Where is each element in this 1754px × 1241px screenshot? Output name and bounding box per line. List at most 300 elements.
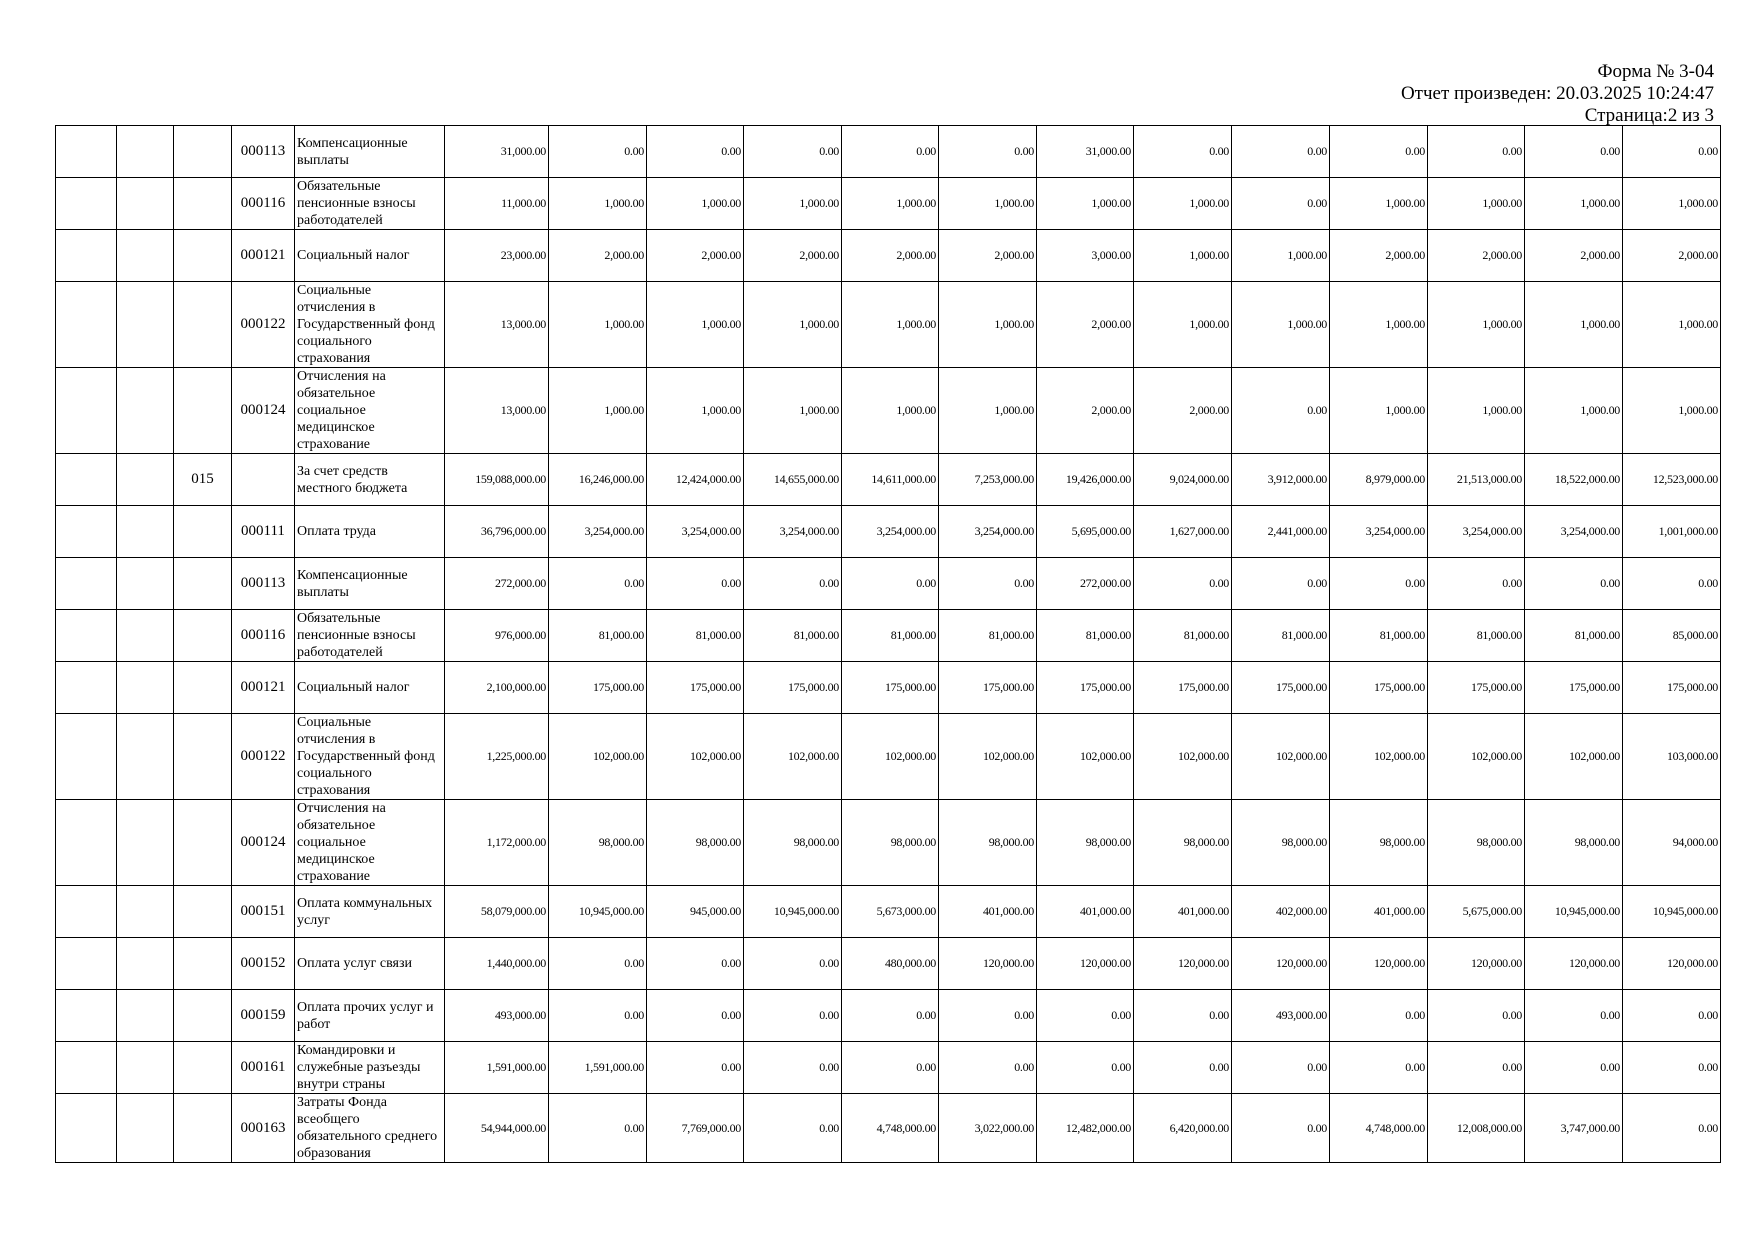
month-amount-cell: 81,000.00 [939,610,1037,662]
page-indicator: Страница:2 из 3 [1584,105,1714,126]
subprogram-cell [174,938,232,990]
item-name-cell: Компенсационные выплаты [295,126,445,178]
empty-cell [117,454,174,506]
month-amount-cell: 98,000.00 [549,800,647,886]
month-amount-cell: 1,000.00 [1134,282,1232,368]
month-amount-cell: 0.00 [1623,1042,1721,1094]
month-amount-cell: 3,912,000.00 [1232,454,1330,506]
empty-cell [56,282,117,368]
month-amount-cell: 9,024,000.00 [1134,454,1232,506]
month-amount-cell: 0.00 [1428,990,1525,1042]
month-amount-cell: 3,254,000.00 [549,506,647,558]
month-amount-cell: 0.00 [744,1042,842,1094]
month-amount-cell: 175,000.00 [1037,662,1134,714]
month-amount-cell: 102,000.00 [1037,714,1134,800]
month-amount-cell: 0.00 [1330,558,1428,610]
item-name-cell: Оплата прочих услуг и работ [295,990,445,1042]
month-amount-cell: 2,000.00 [1525,230,1623,282]
month-amount-cell: 12,008,000.00 [1428,1094,1525,1163]
subprogram-cell [174,800,232,886]
month-amount-cell: 98,000.00 [1232,800,1330,886]
month-amount-cell: 1,000.00 [1232,230,1330,282]
month-amount-cell: 16,246,000.00 [549,454,647,506]
table-row [56,1042,1721,1094]
empty-cell [117,1094,174,1163]
month-amount-cell: 0.00 [549,126,647,178]
month-amount-cell: 10,945,000.00 [744,886,842,938]
table-row [56,610,1721,662]
subprogram-cell [174,662,232,714]
empty-cell [56,610,117,662]
form-number: Форма № 3-04 [1597,61,1714,82]
month-amount-cell: 0.00 [1232,126,1330,178]
subprogram-cell [174,886,232,938]
month-amount-cell: 120,000.00 [1134,938,1232,990]
month-amount-cell: 175,000.00 [744,662,842,714]
month-amount-cell: 81,000.00 [1330,610,1428,662]
month-amount-cell: 3,254,000.00 [842,506,939,558]
month-amount-cell: 1,000.00 [1428,368,1525,454]
empty-cell [117,610,174,662]
month-amount-cell: 1,627,000.00 [1134,506,1232,558]
empty-cell [56,886,117,938]
month-amount-cell: 0.00 [1134,126,1232,178]
empty-cell [117,126,174,178]
item-name-cell: За счет средств местного бюджета [295,454,445,506]
month-amount-cell: 0.00 [1134,990,1232,1042]
month-amount-cell: 98,000.00 [939,800,1037,886]
table-row [56,454,1721,506]
month-amount-cell: 0.00 [744,938,842,990]
subprogram-cell [174,178,232,230]
month-amount-cell: 1,000.00 [1232,282,1330,368]
table-row [56,886,1721,938]
item-name-cell: Оплата коммунальных услуг [295,886,445,938]
month-amount-cell: 1,000.00 [549,368,647,454]
month-amount-cell: 6,420,000.00 [1134,1094,1232,1163]
month-amount-cell: 0.00 [1525,1042,1623,1094]
item-name-cell: Обязательные пенсионные взносы работодателей [295,178,445,230]
month-amount-cell: 2,000.00 [647,230,744,282]
empty-cell [117,938,174,990]
month-amount-cell: 5,695,000.00 [1037,506,1134,558]
specifics-code-cell: 000121 [232,662,295,714]
subprogram-cell [174,990,232,1042]
specifics-code-cell [232,454,295,506]
month-amount-cell: 1,000.00 [1134,230,1232,282]
total-amount-cell: 58,079,000.00 [445,886,549,938]
month-amount-cell: 31,000.00 [1037,126,1134,178]
month-amount-cell: 10,945,000.00 [549,886,647,938]
specifics-code-cell: 000124 [232,800,295,886]
table-row [56,662,1721,714]
total-amount-cell: 272,000.00 [445,558,549,610]
empty-cell [117,990,174,1042]
month-amount-cell: 12,523,000.00 [1623,454,1721,506]
report-table [55,125,1721,1163]
table-row [56,938,1721,990]
month-amount-cell: 2,000.00 [549,230,647,282]
empty-cell [56,800,117,886]
month-amount-cell: 85,000.00 [1623,610,1721,662]
table-row [56,800,1721,886]
month-amount-cell: 0.00 [1330,126,1428,178]
month-amount-cell: 0.00 [1428,1042,1525,1094]
specifics-code-cell: 000122 [232,282,295,368]
empty-cell [56,230,117,282]
month-amount-cell: 1,000.00 [1428,178,1525,230]
month-amount-cell: 1,000.00 [842,178,939,230]
month-amount-cell: 0.00 [549,990,647,1042]
subprogram-cell [174,1042,232,1094]
month-amount-cell: 1,000.00 [842,282,939,368]
month-amount-cell: 0.00 [939,990,1037,1042]
month-amount-cell: 81,000.00 [1134,610,1232,662]
month-amount-cell: 401,000.00 [1134,886,1232,938]
month-amount-cell: 0.00 [1232,368,1330,454]
month-amount-cell: 81,000.00 [1525,610,1623,662]
item-name-cell: Отчисления на обязательное социальное медицинское страхование [295,368,445,454]
table-row [56,230,1721,282]
month-amount-cell: 3,254,000.00 [1525,506,1623,558]
month-amount-cell: 0.00 [939,126,1037,178]
month-amount-cell: 120,000.00 [1428,938,1525,990]
month-amount-cell: 102,000.00 [1330,714,1428,800]
month-amount-cell: 1,000.00 [1623,282,1721,368]
item-name-cell: Оплата услуг связи [295,938,445,990]
month-amount-cell: 18,522,000.00 [1525,454,1623,506]
item-name-cell: Социальный налог [295,230,445,282]
month-amount-cell: 3,022,000.00 [939,1094,1037,1163]
subprogram-cell [174,506,232,558]
month-amount-cell: 1,000.00 [939,178,1037,230]
month-amount-cell: 81,000.00 [1037,610,1134,662]
report-date: Отчет произведен: 20.03.2025 10:24:47 [1400,83,1714,104]
month-amount-cell: 5,673,000.00 [842,886,939,938]
total-amount-cell: 493,000.00 [445,990,549,1042]
month-amount-cell: 0.00 [1525,126,1623,178]
empty-cell [56,454,117,506]
month-amount-cell: 98,000.00 [1134,800,1232,886]
month-amount-cell: 2,000.00 [842,230,939,282]
month-amount-cell: 0.00 [1525,990,1623,1042]
month-amount-cell: 94,000.00 [1623,800,1721,886]
month-amount-cell: 493,000.00 [1232,990,1330,1042]
month-amount-cell: 120,000.00 [1525,938,1623,990]
month-amount-cell: 120,000.00 [939,938,1037,990]
month-amount-cell: 0.00 [744,126,842,178]
month-amount-cell: 1,591,000.00 [549,1042,647,1094]
month-amount-cell: 0.00 [1623,126,1721,178]
month-amount-cell: 1,000.00 [1330,282,1428,368]
month-amount-cell: 1,000.00 [1330,368,1428,454]
specifics-code-cell: 000111 [232,506,295,558]
month-amount-cell: 1,000.00 [1037,178,1134,230]
month-amount-cell: 10,945,000.00 [1525,886,1623,938]
month-amount-cell: 10,945,000.00 [1623,886,1721,938]
empty-cell [56,714,117,800]
month-amount-cell: 14,611,000.00 [842,454,939,506]
subprogram-cell [174,230,232,282]
month-amount-cell: 0.00 [1232,1094,1330,1163]
table-row [56,178,1721,230]
specifics-code-cell: 000121 [232,230,295,282]
empty-cell [56,1094,117,1163]
total-amount-cell: 13,000.00 [445,368,549,454]
month-amount-cell: 2,441,000.00 [1232,506,1330,558]
table-row [56,714,1721,800]
month-amount-cell: 0.00 [842,990,939,1042]
item-name-cell: Оплата труда [295,506,445,558]
month-amount-cell: 2,000.00 [1037,368,1134,454]
month-amount-cell: 272,000.00 [1037,558,1134,610]
month-amount-cell: 7,253,000.00 [939,454,1037,506]
month-amount-cell: 1,000.00 [647,368,744,454]
month-amount-cell: 1,000.00 [744,368,842,454]
month-amount-cell: 0.00 [1232,558,1330,610]
month-amount-cell: 175,000.00 [939,662,1037,714]
specifics-code-cell: 000113 [232,558,295,610]
month-amount-cell: 19,426,000.00 [1037,454,1134,506]
month-amount-cell: 2,000.00 [1037,282,1134,368]
month-amount-cell: 21,513,000.00 [1428,454,1525,506]
month-amount-cell: 0.00 [744,1094,842,1163]
month-amount-cell: 0.00 [1037,990,1134,1042]
total-amount-cell: 159,088,000.00 [445,454,549,506]
month-amount-cell: 3,747,000.00 [1525,1094,1623,1163]
month-amount-cell: 102,000.00 [647,714,744,800]
month-amount-cell: 81,000.00 [549,610,647,662]
subprogram-cell: 015 [174,454,232,506]
month-amount-cell: 1,000.00 [939,368,1037,454]
empty-cell [117,800,174,886]
total-amount-cell: 1,172,000.00 [445,800,549,886]
item-name-cell: Отчисления на обязательное социальное медицинское страхование [295,800,445,886]
month-amount-cell: 0.00 [1330,990,1428,1042]
table-row [56,282,1721,368]
month-amount-cell: 7,769,000.00 [647,1094,744,1163]
item-name-cell: Обязательные пенсионные взносы работодателей [295,610,445,662]
empty-cell [117,558,174,610]
month-amount-cell: 2,000.00 [1134,368,1232,454]
empty-cell [117,230,174,282]
month-amount-cell: 2,000.00 [939,230,1037,282]
month-amount-cell: 102,000.00 [842,714,939,800]
month-amount-cell: 175,000.00 [1232,662,1330,714]
month-amount-cell: 1,000.00 [1525,368,1623,454]
empty-cell [56,368,117,454]
month-amount-cell: 98,000.00 [1525,800,1623,886]
table-row [56,506,1721,558]
month-amount-cell: 98,000.00 [1428,800,1525,886]
month-amount-cell: 0.00 [744,558,842,610]
total-amount-cell: 54,944,000.00 [445,1094,549,1163]
empty-cell [117,886,174,938]
item-name-cell: Социальные отчисления в Государственный фонд социального страхования [295,282,445,368]
empty-cell [56,506,117,558]
total-amount-cell: 31,000.00 [445,126,549,178]
total-amount-cell: 1,225,000.00 [445,714,549,800]
month-amount-cell: 120,000.00 [1623,938,1721,990]
month-amount-cell: 175,000.00 [549,662,647,714]
month-amount-cell: 1,000.00 [1623,178,1721,230]
month-amount-cell: 1,000.00 [1330,178,1428,230]
month-amount-cell: 1,000.00 [549,178,647,230]
month-amount-cell: 98,000.00 [744,800,842,886]
month-amount-cell: 1,000.00 [1623,368,1721,454]
month-amount-cell: 1,000.00 [1134,178,1232,230]
month-amount-cell: 0.00 [939,1042,1037,1094]
month-amount-cell: 81,000.00 [842,610,939,662]
month-amount-cell: 98,000.00 [1330,800,1428,886]
table-row [56,126,1721,178]
subprogram-cell [174,558,232,610]
month-amount-cell: 102,000.00 [1525,714,1623,800]
month-amount-cell: 98,000.00 [647,800,744,886]
specifics-code-cell: 000122 [232,714,295,800]
month-amount-cell: 3,254,000.00 [744,506,842,558]
specifics-code-cell: 000161 [232,1042,295,1094]
empty-cell [117,368,174,454]
empty-cell [117,506,174,558]
specifics-code-cell: 000124 [232,368,295,454]
month-amount-cell: 102,000.00 [744,714,842,800]
month-amount-cell: 402,000.00 [1232,886,1330,938]
month-amount-cell: 0.00 [1428,126,1525,178]
subprogram-cell [174,126,232,178]
month-amount-cell: 0.00 [1623,558,1721,610]
month-amount-cell: 0.00 [939,558,1037,610]
month-amount-cell: 81,000.00 [1428,610,1525,662]
table-row [56,1094,1721,1163]
specifics-code-cell: 000152 [232,938,295,990]
month-amount-cell: 175,000.00 [647,662,744,714]
specifics-code-cell: 000163 [232,1094,295,1163]
month-amount-cell: 0.00 [549,558,647,610]
subprogram-cell [174,368,232,454]
month-amount-cell: 102,000.00 [1134,714,1232,800]
month-amount-cell: 175,000.00 [842,662,939,714]
empty-cell [56,990,117,1042]
month-amount-cell: 0.00 [647,990,744,1042]
total-amount-cell: 1,440,000.00 [445,938,549,990]
item-name-cell: Командировки и служебные разъезды внутри страны [295,1042,445,1094]
month-amount-cell: 1,000.00 [647,178,744,230]
month-amount-cell: 12,424,000.00 [647,454,744,506]
total-amount-cell: 1,591,000.00 [445,1042,549,1094]
total-amount-cell: 2,100,000.00 [445,662,549,714]
month-amount-cell: 81,000.00 [647,610,744,662]
empty-cell [56,126,117,178]
month-amount-cell: 81,000.00 [744,610,842,662]
month-amount-cell: 175,000.00 [1330,662,1428,714]
month-amount-cell: 3,254,000.00 [1428,506,1525,558]
month-amount-cell: 4,748,000.00 [842,1094,939,1163]
month-amount-cell: 3,254,000.00 [939,506,1037,558]
month-amount-cell: 2,000.00 [1623,230,1721,282]
month-amount-cell: 81,000.00 [1232,610,1330,662]
month-amount-cell: 0.00 [842,1042,939,1094]
month-amount-cell: 8,979,000.00 [1330,454,1428,506]
table-row [56,558,1721,610]
month-amount-cell: 12,482,000.00 [1037,1094,1134,1163]
month-amount-cell: 14,655,000.00 [744,454,842,506]
empty-cell [117,282,174,368]
total-amount-cell: 11,000.00 [445,178,549,230]
subprogram-cell [174,1094,232,1163]
empty-cell [117,714,174,800]
month-amount-cell: 3,254,000.00 [647,506,744,558]
month-amount-cell: 98,000.00 [842,800,939,886]
subprogram-cell [174,282,232,368]
month-amount-cell: 120,000.00 [1330,938,1428,990]
empty-cell [56,1042,117,1094]
empty-cell [56,178,117,230]
month-amount-cell: 3,000.00 [1037,230,1134,282]
month-amount-cell: 0.00 [647,558,744,610]
month-amount-cell: 401,000.00 [1037,886,1134,938]
empty-cell [117,178,174,230]
specifics-code-cell: 000113 [232,126,295,178]
month-amount-cell: 0.00 [1037,1042,1134,1094]
total-amount-cell: 36,796,000.00 [445,506,549,558]
month-amount-cell: 1,000.00 [1428,282,1525,368]
month-amount-cell: 0.00 [1428,558,1525,610]
empty-cell [56,662,117,714]
month-amount-cell: 103,000.00 [1623,714,1721,800]
month-amount-cell: 175,000.00 [1525,662,1623,714]
month-amount-cell: 480,000.00 [842,938,939,990]
item-name-cell: Компенсационные выплаты [295,558,445,610]
month-amount-cell: 1,000.00 [1525,178,1623,230]
specifics-code-cell: 000159 [232,990,295,1042]
month-amount-cell: 1,000.00 [744,282,842,368]
table-row [56,990,1721,1042]
month-amount-cell: 1,000.00 [939,282,1037,368]
month-amount-cell: 0.00 [1525,558,1623,610]
month-amount-cell: 1,000.00 [1525,282,1623,368]
subprogram-cell [174,714,232,800]
item-name-cell: Социальный налог [295,662,445,714]
empty-cell [117,1042,174,1094]
total-amount-cell: 23,000.00 [445,230,549,282]
specifics-code-cell: 000151 [232,886,295,938]
month-amount-cell: 175,000.00 [1623,662,1721,714]
total-amount-cell: 976,000.00 [445,610,549,662]
specifics-code-cell: 000116 [232,178,295,230]
empty-cell [117,662,174,714]
month-amount-cell: 102,000.00 [939,714,1037,800]
month-amount-cell: 175,000.00 [1134,662,1232,714]
month-amount-cell: 1,000.00 [842,368,939,454]
month-amount-cell: 1,001,000.00 [1623,506,1721,558]
month-amount-cell: 175,000.00 [1428,662,1525,714]
month-amount-cell: 0.00 [842,558,939,610]
report-table-body [56,126,1721,1163]
subprogram-cell [174,610,232,662]
month-amount-cell: 0.00 [1623,1094,1721,1163]
month-amount-cell: 945,000.00 [647,886,744,938]
month-amount-cell: 102,000.00 [1232,714,1330,800]
month-amount-cell: 120,000.00 [1037,938,1134,990]
month-amount-cell: 0.00 [1232,178,1330,230]
month-amount-cell: 102,000.00 [549,714,647,800]
month-amount-cell: 0.00 [744,990,842,1042]
month-amount-cell: 0.00 [549,1094,647,1163]
month-amount-cell: 0.00 [1623,990,1721,1042]
empty-cell [56,938,117,990]
month-amount-cell: 5,675,000.00 [1428,886,1525,938]
